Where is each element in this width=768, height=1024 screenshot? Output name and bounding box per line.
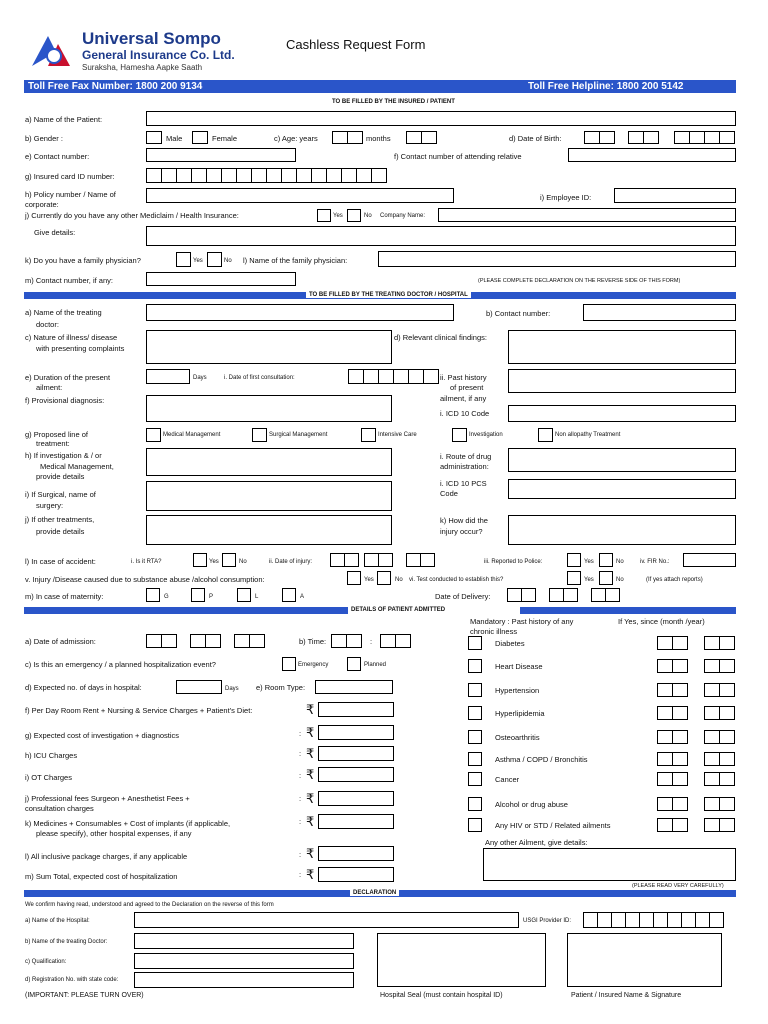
investigation-details-label-3: provide details — [36, 472, 85, 481]
proposed-line-label-2: treatment: — [36, 439, 70, 448]
read-carefully-note: (PLEASE READ VERY CAREFULLY) — [632, 883, 724, 889]
icd10-pcs-label-1: i. ICD 10 PCS — [440, 479, 487, 488]
illness-checkbox[interactable] — [468, 797, 482, 811]
emergency-label: Emergency — [298, 662, 329, 668]
hospital-seal-box[interactable] — [377, 933, 546, 987]
icu-charges-label: h) ICU Charges — [25, 751, 78, 760]
investigation-details-label-1: h) If investigation & / or — [25, 451, 102, 460]
investigation-details-label-2: Medical Management, — [40, 462, 114, 471]
medicines-rupee: ₹ — [306, 814, 315, 829]
package-charges-label: l) All inclusive package charges, if any applicable — [25, 852, 188, 861]
illness-label: Cancer — [495, 775, 520, 784]
family-yes-checkbox[interactable] — [176, 252, 191, 267]
employee-id-label: i) Employee ID: — [540, 193, 592, 202]
surgery-name-label-1: i) If Surgical, name of — [25, 490, 96, 499]
emergency-checkbox[interactable] — [282, 657, 296, 671]
injury-occur-input[interactable] — [508, 515, 736, 545]
maternity-l-box[interactable] — [237, 588, 251, 602]
illness-label: Asthma / COPD / Bronchitis — [495, 755, 588, 764]
illness-since-year-cells[interactable] — [704, 752, 734, 766]
qualification-input[interactable] — [134, 953, 354, 969]
illness-checkbox[interactable] — [468, 683, 482, 697]
rta-no-checkbox[interactable] — [222, 553, 236, 567]
male-checkbox[interactable] — [146, 131, 162, 144]
medicines-input[interactable] — [318, 814, 394, 829]
medicines-label-2: please specify), other hospital expenses, if any — [36, 829, 192, 838]
other-insurance-label: j) Currently do you have any other Mediclaim / Health Insurance: — [25, 211, 239, 220]
provisional-diagnosis-input[interactable] — [146, 395, 392, 422]
professional-fees-rupee: ₹ — [306, 791, 315, 806]
mandatory-history-label-1: Mandatory : Past history of any — [470, 617, 574, 626]
patient-signature-label: Patient / Insured Name & Signature — [571, 992, 682, 999]
illness-since-month-cells[interactable] — [657, 797, 687, 811]
duration-days-label: Days — [193, 375, 207, 381]
family-physician-label: k) Do you have a family physician? — [25, 256, 141, 265]
illness-label: Any HIV or STD / Related ailments — [495, 821, 611, 830]
page-title: Cashless Request Form — [286, 37, 426, 52]
test-yes-checkbox[interactable] — [567, 571, 581, 585]
illness-since-year-cells[interactable] — [704, 772, 734, 786]
first-consultation-label: i. Date of first consultation: — [224, 375, 295, 381]
proposed-line-label-1: g) Proposed line of — [25, 430, 88, 439]
test-no-checkbox[interactable] — [599, 571, 613, 585]
contact-number-m-label: m) Contact number, if any: — [25, 276, 113, 285]
illness-since-month-cells[interactable] — [657, 752, 687, 766]
illness-since-month-cells[interactable] — [657, 772, 687, 786]
planned-checkbox[interactable] — [347, 657, 361, 671]
male-label: Male — [166, 134, 183, 143]
illness-label: Heart Disease — [495, 662, 543, 671]
contact-label: e) Contact number: — [25, 152, 90, 161]
maternity-label: m) In case of maternity: — [25, 592, 104, 601]
time-hour-cells[interactable] — [331, 634, 361, 648]
date-of-injury-label: ii. Date of injury: — [269, 559, 313, 565]
treating-doctor-label-1: a) Name of the treating — [25, 308, 102, 317]
usgi-provider-cells[interactable] — [583, 912, 723, 928]
surgery-name-label-2: surgery: — [36, 501, 64, 510]
abuse-yes-label: Yes — [364, 577, 374, 583]
icd10-label: i. ICD 10 Code — [440, 409, 490, 418]
attending-contact-input[interactable] — [568, 148, 736, 162]
expected-days-unit: Days — [225, 686, 239, 692]
illness-since-month-cells[interactable] — [657, 730, 687, 744]
family-no-label: No — [224, 258, 232, 264]
mandatory-history-label-2: chronic illness — [470, 627, 518, 636]
duration-label-2: ailment: — [36, 383, 63, 392]
planned-label: Planned — [364, 662, 387, 668]
other-treatments-input[interactable] — [146, 515, 392, 545]
police-yes-label: Yes — [584, 559, 594, 565]
admission-date-label: a) Date of admission: — [25, 637, 96, 646]
ot-charges-label: i) OT Charges — [25, 773, 72, 782]
illness-checkbox[interactable] — [468, 752, 482, 766]
professional-fees-input[interactable] — [318, 791, 394, 806]
surgical-management-label: Surgical Management — [269, 432, 328, 438]
policy-label-2: corporate: — [25, 200, 59, 209]
past-history-label-1: ii. Past history — [440, 373, 487, 382]
age-years-label: c) Age: years — [274, 134, 318, 143]
age-years-cells[interactable] — [332, 131, 362, 144]
treating-doctor-input[interactable] — [146, 304, 454, 321]
illness-checkbox[interactable] — [468, 772, 482, 786]
icu-charges-rupee: ₹ — [306, 746, 315, 761]
room-rent-rupee: ₹ — [306, 702, 315, 717]
give-details-label: Give details: — [34, 228, 76, 237]
abuse-no-checkbox[interactable] — [377, 571, 391, 585]
illness-since-month-cells[interactable] — [657, 683, 687, 697]
nature-illness-label-2: with presenting complaints — [36, 344, 125, 353]
clinical-findings-input[interactable] — [508, 330, 736, 364]
time-colon: : — [370, 637, 373, 646]
dob-month-cells[interactable] — [628, 131, 658, 144]
cost-investigation-colon: : — [299, 729, 302, 738]
illness-since-year-cells[interactable] — [704, 730, 734, 744]
nature-illness-label-1: c) Nature of illness/ disease — [25, 333, 118, 342]
age-months-cells[interactable] — [406, 131, 436, 144]
dob-day-cells[interactable] — [584, 131, 614, 144]
since-label: If Yes, since (month /year) — [618, 617, 705, 626]
duration-label-1: e) Duration of the present — [25, 373, 111, 382]
important-note: (IMPORTANT: PLEASE TURN OVER) — [25, 992, 144, 999]
first-consultation-cells[interactable] — [348, 369, 438, 384]
female-checkbox[interactable] — [192, 131, 208, 144]
hospital-name-label: a) Name of the Hospital: — [25, 918, 90, 924]
family-yes-label: Yes — [193, 258, 203, 264]
illness-since-year-cells[interactable] — [704, 818, 734, 832]
cost-investigation-label: g) Expected cost of investigation + diagnostics — [25, 731, 180, 740]
company-name-label: Company Name: — [380, 213, 426, 219]
accident-label: l) In case of accident: — [25, 557, 96, 566]
qualification-label: c) Qualification: — [25, 959, 67, 965]
hospital-name-input[interactable] — [134, 912, 519, 928]
reported-police-label: iii. Reported to Police: — [484, 559, 543, 565]
illness-since-month-cells[interactable] — [657, 706, 687, 720]
section-doctor-header: TO BE FILLED BY THE TREATING DOCTOR / HOSPITAL — [306, 292, 471, 298]
icd10-pcs-label-2: Code — [440, 489, 458, 498]
maternity-a-label: A — [300, 594, 305, 600]
provisional-diagnosis-label: f) Provisional diagnosis: — [25, 396, 105, 405]
nature-illness-input[interactable] — [146, 330, 392, 364]
room-type-label: e) Room Type: — [256, 683, 306, 692]
past-history-label-2: of present — [450, 383, 484, 392]
fir-no-label: iv. FIR No.: — [640, 559, 670, 565]
maternity-g-label: G — [164, 594, 169, 600]
registration-label: d) Registration No. with state code: — [25, 977, 119, 983]
illness-checkbox[interactable] — [468, 636, 482, 650]
section-admitted-bar-left — [24, 607, 348, 614]
ot-charges-rupee: ₹ — [306, 767, 315, 782]
time-minute-cells[interactable] — [380, 634, 410, 648]
insured-card-label: g) Insured card ID number: — [25, 172, 115, 181]
investigation-details-input[interactable] — [146, 448, 392, 476]
months-label: months — [366, 134, 391, 143]
patient-name-label: a) Name of the Patient: — [25, 115, 103, 124]
family-no-checkbox[interactable] — [207, 252, 222, 267]
usgi-provider-label: USGI Provider ID: — [523, 918, 572, 924]
illness-since-year-cells[interactable] — [704, 683, 734, 697]
police-yes-checkbox[interactable] — [567, 553, 581, 567]
logo-line2: General Insurance Co. Ltd. — [82, 48, 235, 62]
rta-no-label: No — [239, 559, 247, 565]
maternity-p-label: P — [209, 594, 214, 600]
maternity-a-box[interactable] — [282, 588, 296, 602]
maternity-l-label: L — [255, 594, 259, 600]
company-logo-icon — [30, 30, 78, 70]
illness-label: Diabetes — [495, 639, 525, 648]
professional-fees-label-2: consultation charges — [25, 804, 94, 813]
substance-abuse-label: v. Injury /Disease caused due to substance abuse /alcohol consumption: — [25, 575, 265, 584]
rta-yes-checkbox[interactable] — [193, 553, 207, 567]
test-conducted-label: vi. Test conducted to establish this? — [409, 577, 504, 583]
injury-occur-label-2: injury occur? — [440, 527, 483, 536]
route-drug-input[interactable] — [508, 448, 736, 472]
investigation-label: Investigation — [469, 432, 503, 438]
illness-since-year-cells[interactable] — [704, 659, 734, 673]
non-allopathy-checkbox[interactable] — [538, 428, 553, 442]
illness-checkbox[interactable] — [468, 730, 482, 744]
surgical-management-checkbox[interactable] — [252, 428, 267, 442]
doctor-contact-input[interactable] — [583, 304, 736, 321]
abuse-yes-checkbox[interactable] — [347, 571, 361, 585]
package-charges-rupee: ₹ — [306, 846, 315, 861]
other-ins-no-label: No — [364, 213, 372, 219]
toll-free-helpline: Toll Free Helpline: 1800 200 5142 — [528, 81, 684, 92]
illness-since-month-cells[interactable] — [657, 636, 687, 650]
past-history-label-3: ailment, if any — [440, 394, 487, 403]
package-charges-colon: : — [299, 850, 302, 859]
section-insured-header: TO BE FILLED BY THE INSURED / PATIENT — [332, 99, 455, 105]
doctor-contact-label: b) Contact number: — [486, 309, 551, 318]
route-drug-label-2: administration: — [440, 462, 489, 471]
illness-since-year-cells[interactable] — [704, 706, 734, 720]
icd10-input[interactable] — [508, 405, 736, 422]
ot-charges-input[interactable] — [318, 767, 394, 782]
package-charges-input[interactable] — [318, 846, 394, 861]
female-label: Female — [212, 134, 238, 143]
injury-occur-label-1: k) How did the — [440, 516, 488, 525]
sum-total-rupee: ₹ — [306, 867, 315, 882]
ot-charges-colon: : — [299, 771, 302, 780]
logo-tagline: Suraksha, Hamesha Aapke Saath — [82, 63, 203, 72]
other-treatments-label-1: j) If other treatments, — [25, 515, 95, 524]
police-no-checkbox[interactable] — [599, 553, 613, 567]
illness-label: Osteoarthritis — [495, 733, 540, 742]
investigation-checkbox[interactable] — [452, 428, 467, 442]
declaration-note: (PLEASE COMPLETE DECLARATION ON THE REVERSE SIDE OF THIS FORM) — [478, 278, 681, 284]
treating-doctor-label-2: doctor: — [36, 320, 59, 329]
surgery-name-input[interactable] — [146, 481, 392, 511]
hospital-seal-label: Hospital Seal (must contain hospital ID) — [380, 992, 503, 999]
cost-investigation-rupee: ₹ — [306, 725, 315, 740]
other-ins-no-checkbox[interactable] — [347, 209, 361, 222]
intensive-care-label: Intensive Care — [378, 432, 417, 438]
sum-total-label: m) Sum Total, expected cost of hospitalization — [25, 872, 178, 881]
medicines-colon: : — [299, 817, 302, 826]
abuse-no-label: No — [395, 577, 403, 583]
dob-year-cells[interactable] — [674, 131, 734, 144]
attending-contact-label: f) Contact number of attending relative — [394, 152, 522, 161]
rta-label: i. Is it RTA? — [131, 559, 162, 565]
medical-management-checkbox[interactable] — [146, 428, 161, 442]
any-other-ailment-label: Any other Ailment, give details: — [485, 838, 588, 847]
icu-charges-input[interactable] — [318, 746, 394, 761]
illness-since-month-cells[interactable] — [657, 818, 687, 832]
treating-doctor-name-label: b) Name of the treating Doctor: — [25, 939, 108, 945]
emergency-question-label: c) Is this an emergency / a planned hospitalization event? — [25, 660, 216, 669]
contact-number-m-input[interactable] — [146, 272, 296, 286]
other-treatments-label-2: provide details — [36, 527, 85, 536]
maternity-g-box[interactable] — [146, 588, 160, 602]
non-allopathy-label: Non allopathy Treatment — [555, 432, 621, 438]
attach-reports-note: (If yes attach reports) — [646, 577, 703, 583]
room-rent-input[interactable] — [318, 702, 394, 717]
give-details-input[interactable] — [146, 226, 736, 246]
admission-date-cells[interactable] — [146, 634, 264, 648]
professional-fees-colon: : — [299, 794, 302, 803]
intensive-care-checkbox[interactable] — [361, 428, 376, 442]
policy-label-1: h) Policy number / Name of — [25, 190, 116, 199]
date-delivery-cells[interactable] — [507, 588, 619, 602]
maternity-p-box[interactable] — [191, 588, 205, 602]
policy-input[interactable] — [146, 188, 454, 203]
sum-total-input[interactable] — [318, 867, 394, 882]
family-physician-name-label: l) Name of the family physician: — [243, 256, 348, 265]
family-physician-name-input[interactable] — [378, 251, 736, 267]
expected-days-input[interactable] — [176, 680, 222, 694]
company-name-input[interactable] — [438, 208, 736, 222]
duration-input[interactable] — [146, 369, 190, 384]
room-rent-label: f) Per Day Room Rent + Nursing & Service Charges + Patient's Diet: — [25, 706, 253, 715]
date-of-injury-cells[interactable] — [330, 553, 434, 567]
expected-days-label: d) Expected no. of days in hospital: — [25, 683, 142, 692]
declaration-confirm-text: We confirm having read, understood and agreed to the Declaration on the reverse of this form — [25, 902, 274, 908]
test-no-label: No — [616, 577, 624, 583]
clinical-findings-label: d) Relevant clinical findings: — [394, 333, 487, 342]
section-admitted-header: DETAILS OF PATIENT ADMITTED — [351, 607, 446, 613]
route-drug-label-1: i. Route of drug — [440, 452, 492, 461]
logo-line1: Universal Sompo — [82, 29, 221, 48]
rta-yes-label: Yes — [209, 559, 219, 565]
section-admitted-bar-right — [520, 607, 736, 614]
other-ins-yes-checkbox[interactable] — [317, 209, 331, 222]
employee-id-input[interactable] — [614, 188, 736, 203]
illness-label: Alcohol or drug abuse — [495, 800, 568, 809]
medicines-label-1: k) Medicines + Consumables + Cost of implants (if applicable, — [25, 819, 231, 828]
illness-label: Hyperlipidemia — [495, 709, 545, 718]
icu-charges-colon: : — [299, 749, 302, 758]
illness-since-year-cells[interactable] — [704, 636, 734, 650]
patient-signature-box[interactable] — [567, 933, 722, 987]
registration-input[interactable] — [134, 972, 354, 988]
cost-investigation-input[interactable] — [318, 725, 394, 740]
illness-since-month-cells[interactable] — [657, 659, 687, 673]
medical-management-label: Medical Management — [163, 432, 221, 438]
any-other-ailment-input[interactable] — [483, 848, 736, 881]
sum-total-colon: : — [299, 870, 302, 879]
toll-free-fax: Toll Free Fax Number: 1800 200 9134 — [28, 81, 203, 92]
past-history-input[interactable] — [508, 369, 736, 393]
illness-checkbox[interactable] — [468, 659, 482, 673]
contact-input[interactable] — [146, 148, 296, 162]
patient-name-input[interactable] — [146, 111, 736, 126]
fir-no-input[interactable] — [683, 553, 736, 567]
room-type-input[interactable] — [315, 680, 393, 694]
police-no-label: No — [616, 559, 624, 565]
declaration-header: DECLARATION — [350, 890, 399, 896]
date-delivery-label: Date of Delivery: — [435, 592, 491, 601]
professional-fees-label-1: j) Professional fees Surgeon + Anesthetist Fees + — [25, 794, 190, 803]
insured-card-cells[interactable] — [146, 168, 386, 183]
illness-label: Hypertension — [495, 686, 540, 695]
illness-since-year-cells[interactable] — [704, 797, 734, 811]
illness-checkbox[interactable] — [468, 706, 482, 720]
test-yes-label: Yes — [584, 577, 594, 583]
dob-label: d) Date of Birth: — [509, 134, 562, 143]
gender-label: b) Gender : — [25, 134, 63, 143]
time-label: b) Time: — [299, 637, 327, 646]
other-ins-yes-label: Yes — [333, 213, 343, 219]
treating-doctor-name-input[interactable] — [134, 933, 354, 949]
icd10-pcs-input[interactable] — [508, 479, 736, 499]
illness-checkbox[interactable] — [468, 818, 482, 832]
